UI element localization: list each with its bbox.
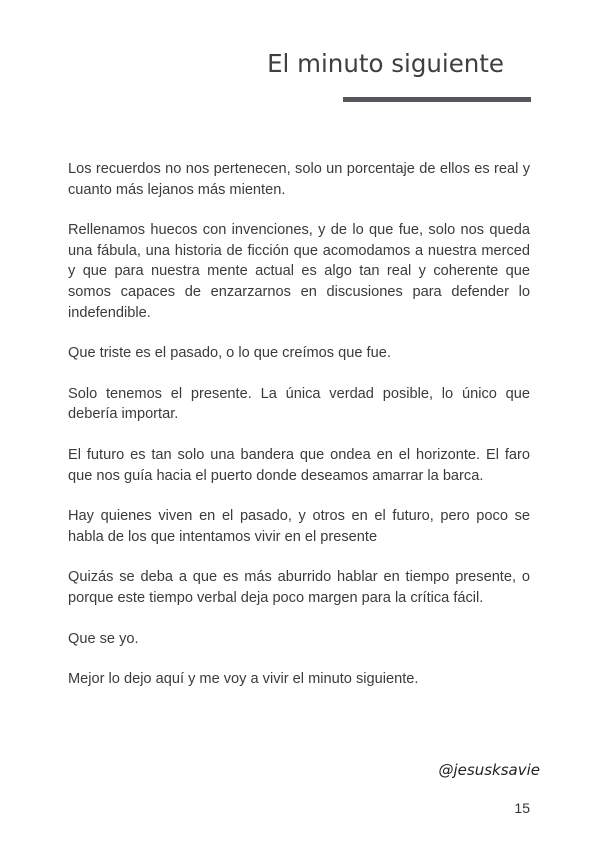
body-text (68, 159, 530, 710)
paragraph-9: Mejor lo dejo aquí y me voy a vivir el minuto siguiente. (68, 671, 419, 688)
paragraph-2: Rellenamos huecos con invenciones, y de lo que fue, solo nos queda una fábula, una historia de ficción que acomodamos a nuestra merced y que para nuestra mente actual es algo tan real y coherente que somos capaces de enzarzarnos en discusiones para defender lo indefendible. (68, 222, 530, 321)
paragraph-1: Los recuerdos no nos pertenecen, solo un porcentaje de ellos es real y cuanto más lejanos más mienten. (68, 161, 530, 198)
paragraph-5: El futuro es tan solo una bandera que ondea en el horizonte. El faro que nos guía hacia el puerto donde deseamos amarrar la barca. (68, 446, 530, 484)
paragraph-7: Quizás se deba a que es más aburrido hablar en tiempo presente, o porque este tiempo verbal deja poco margen para la crítica fácil. (68, 569, 530, 606)
page-title: El minuto siguiente (267, 49, 504, 78)
paragraph-4: Solo tenemos el presente. La única verdad posible, lo único que debería importar. (68, 385, 530, 423)
author-handle: @jesusksavie (438, 761, 540, 779)
paragraph-3: Que triste es el pasado, o lo que creímos que fue. (68, 345, 391, 362)
title-underline (343, 97, 531, 102)
paragraph-8: Que se yo. (68, 630, 139, 647)
page-number: 15 (514, 800, 530, 816)
paragraph-6: Hay quienes viven en el pasado, y otros en el futuro, pero poco se habla de los que intentamos vivir en el presente (68, 508, 530, 545)
